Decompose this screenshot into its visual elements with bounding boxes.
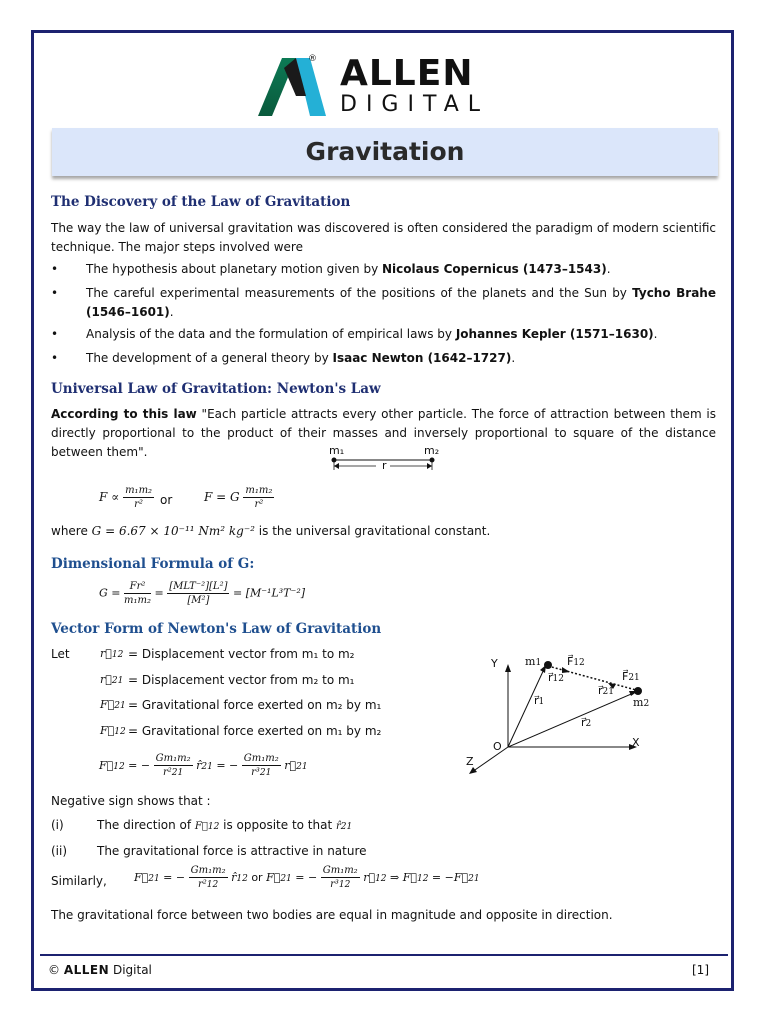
- heading-vector-form: Vector Form of Newton's Law of Gravitation: [51, 621, 382, 637]
- label-m2: m₂: [424, 444, 440, 457]
- diagram-r1: r⃗1: [534, 694, 545, 707]
- conclusion-text: The gravitational force between two bodies are equal in magnitude and opposite in direction.: [51, 908, 613, 922]
- formula-gravitation: F = G $\frac{\text{m₁m₂}}{\text{r²}}$: [204, 485, 273, 510]
- diagram-m1: m1: [525, 655, 542, 668]
- symbol-r12: r⃗12: [100, 647, 124, 660]
- symbol-F12: F⃗12: [100, 724, 126, 737]
- def-F21: = Gravitational force exerted on m₂ by m₁: [128, 698, 382, 712]
- heading-dimensional-formula: Dimensional Formula of G:: [51, 556, 255, 572]
- axis-y-label: Y: [491, 657, 498, 670]
- page-number: [1]: [692, 963, 709, 977]
- negative-sign-note: Negative sign shows that :: [51, 794, 211, 808]
- axis-x-label: X: [632, 736, 640, 749]
- origin-label: O: [493, 740, 502, 753]
- symbol-F21: F⃗21: [100, 698, 126, 711]
- similarly-label: Similarly,: [51, 874, 107, 888]
- point-ii-text: The gravitational force is attractive in nature: [97, 844, 367, 858]
- footer-brand: © ALLEN Digital: [48, 963, 152, 977]
- newton-law-statement: According to this law "Each particle attracts every other particle. The force of attraction between them is directly proportional to the product of their masses and inversely proportional to square of the distance between them".: [51, 407, 716, 459]
- constant-statement: where G = 6.67 × 10⁻¹¹ Nm² kg⁻² is the universal gravitational constant.: [51, 524, 491, 538]
- diagram-F21: F⃗21: [622, 670, 640, 683]
- formula-dimensional: G = $\frac{\text{Fr²}}{\text{m₁m₂}}$ = $\frac{\text{[MLT⁻²][L²]}}{\text{[M²]}}$ = [M⁻¹L³T⁻²]: [99, 581, 306, 606]
- formula-similarly: F⃗21 = − $\frac{\text{Gm₁m₂}}{\text{r²12}}$ r̂12 or F⃗21 = − $\frac{\text{Gm₁m₂}}{\text{r³12}}$ r⃗12 ⇒ F⃗12 = −F⃗21: [134, 865, 480, 890]
- label-r: r: [382, 459, 387, 472]
- logo-allen-text: ALLEN: [340, 53, 474, 94]
- label-m1: m₁: [329, 444, 345, 457]
- def-F12: = Gravitational force exerted on m₁ by m₂: [128, 724, 382, 738]
- diagram-r2: r⃗2: [581, 716, 592, 729]
- heading-discovery: The Discovery of the Law of Gravitation: [51, 194, 351, 210]
- discovery-intro: The way the law of universal gravitation was discovered is often considered the paradigm of modern scientific technique. The major steps involved were: [51, 221, 716, 254]
- axis-z-label: Z: [466, 755, 474, 768]
- footer-divider: [40, 954, 728, 956]
- def-r12: = Displacement vector from m₁ to m₂: [128, 647, 355, 661]
- registered-mark: ®: [308, 54, 317, 64]
- point-i-text: The direction of F⃗12 is opposite to that r̂21: [97, 818, 353, 832]
- logo-digital-text: DIGITAL: [340, 92, 490, 117]
- or-text: or: [160, 493, 173, 507]
- allen-a-icon: [256, 56, 328, 118]
- diagram-m2: m2: [633, 696, 650, 709]
- heading-newtons-law: Universal Law of Gravitation: Newton's Law: [51, 381, 381, 397]
- symbol-r21: r⃗21: [100, 673, 124, 686]
- title-banner: [52, 128, 718, 176]
- bullet-dot: •: [51, 327, 59, 341]
- formula-vector-force: F⃗12 = − $\frac{\text{Gm₁m₂}}{\text{r²21}}$ r̂21 = − $\frac{\text{Gm₁m₂}}{\text{r³21}}$ r⃗21: [99, 753, 308, 778]
- diagram-F12: F⃗12: [567, 655, 585, 668]
- def-r21: = Displacement vector from m₂ to m₁: [128, 673, 355, 687]
- point-i-label: (i): [51, 818, 64, 832]
- diagram-r21: r⃗21: [598, 684, 614, 697]
- formula-proportional: F ∝ $\frac{\text{m₁m₂}}{\text{r²}}$: [99, 485, 153, 510]
- bullet-dot: •: [51, 351, 59, 365]
- bullet-dot: •: [51, 286, 59, 300]
- let-label: Let: [51, 647, 70, 661]
- allen-digital-logo: [256, 53, 512, 118]
- diagram-r12: r⃗12: [548, 671, 564, 684]
- point-ii-label: (ii): [51, 844, 68, 858]
- bullet-dot: •: [51, 262, 59, 276]
- page-title: Gravitation: [305, 137, 465, 166]
